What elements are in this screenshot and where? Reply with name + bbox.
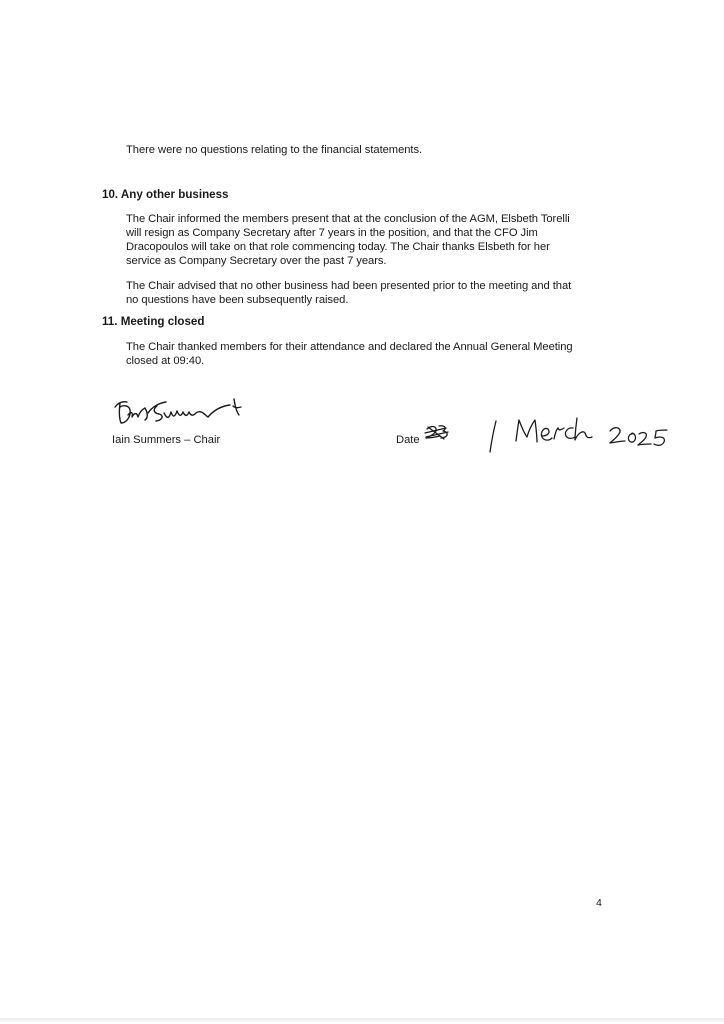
signatory-name: Iain Summers – Chair xyxy=(112,434,221,446)
section-10-paragraph-2-line-1: The Chair advised that no other business had been presented prior to the meeting and that xyxy=(126,280,572,292)
section-10-paragraph-1-line-1: The Chair informed the members present that at the conclusion of the AGM, Elsbeth Torelli xyxy=(126,213,570,225)
section-10-paragraph-1-line-2: will resign as Company Secretary after 7 years in the position, and that the CFO Jim xyxy=(126,227,538,239)
section-10-paragraph-2-line-2: no questions have been subsequently raised. xyxy=(126,294,349,306)
section-10-heading: 10. Any other business xyxy=(102,188,229,201)
section-11-heading: 11. Meeting closed xyxy=(102,315,205,328)
section-11-paragraph-line-2: closed at 09:40. xyxy=(126,355,205,367)
date-label: Date xyxy=(396,434,420,446)
section-11-paragraph xyxy=(126,340,573,368)
section-10-paragraph-1 xyxy=(126,212,570,268)
page-bottom-edge xyxy=(0,1018,724,1022)
section-10-paragraph-1-line-4: service as Company Secretary over the past 7 years. xyxy=(126,255,387,267)
intro-paragraph: There were no questions relating to the financial statements. xyxy=(126,144,423,156)
section-10-paragraph-2 xyxy=(126,279,571,307)
section-10-paragraph-1-line-3: Dracopoulos will take on that role commencing today. The Chair thanks Elsbeth for her xyxy=(126,241,550,253)
page-number: 4 xyxy=(596,897,602,909)
section-11-paragraph-line-1: The Chair thanked members for their attendance and declared the Annual General Meeting xyxy=(126,341,573,353)
